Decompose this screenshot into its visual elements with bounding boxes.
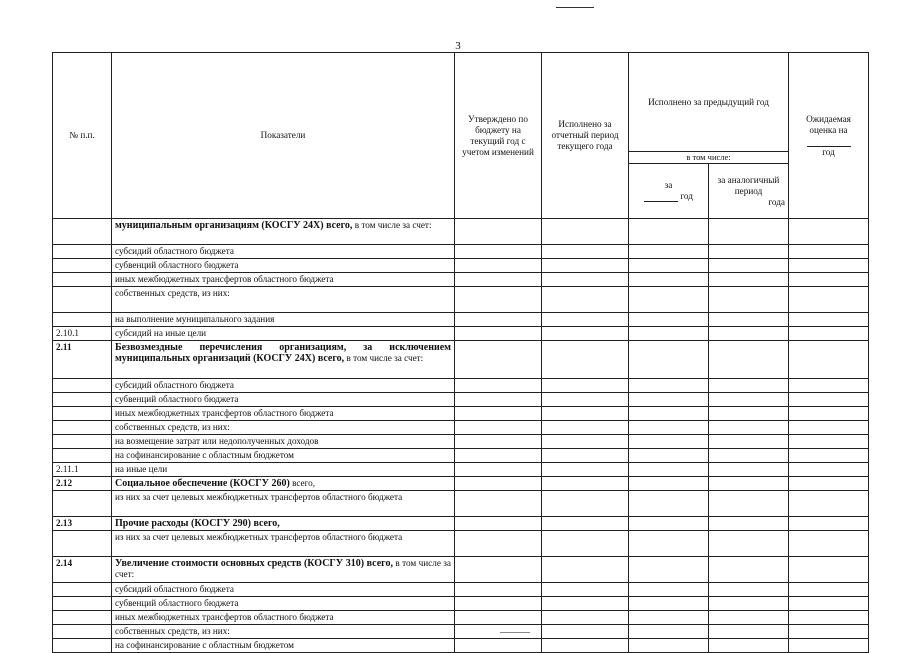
row-indicator [112, 393, 455, 407]
value-cell[interactable] [542, 597, 629, 611]
table-row [53, 557, 869, 583]
value-cell[interactable] [789, 449, 869, 463]
row-indicator-text: иных межбюджетных трансфертов областного бюджета [115, 612, 334, 622]
value-cell[interactable] [629, 625, 709, 639]
value-cell[interactable] [709, 379, 789, 393]
row-indicator-bold: Безвозмездные перечисления организациям, за исключением муниципальных организаций (КОСГУ 24Х) всего, [115, 342, 451, 364]
value-cell[interactable] [455, 611, 542, 625]
row-indicator-text: субсидий областного бюджета [115, 380, 234, 390]
table-row [53, 273, 869, 287]
row-indicator-text: иных межбюджетных трансфертов областного бюджета [115, 408, 334, 418]
value-cell[interactable] [455, 393, 542, 407]
value-cell[interactable] [709, 435, 789, 449]
value-cell[interactable] [542, 611, 629, 625]
row-number [53, 435, 112, 449]
header-for-year [629, 164, 709, 219]
table-row [53, 379, 869, 393]
value-cell[interactable] [709, 611, 789, 625]
value-cell[interactable] [455, 287, 542, 313]
value-cell[interactable] [709, 583, 789, 597]
value-cell[interactable] [542, 407, 629, 421]
table-row [53, 531, 869, 557]
value-cell[interactable] [542, 463, 629, 477]
value-cell[interactable] [629, 313, 709, 327]
row-indicator-text: в том числе за счет: [344, 353, 424, 363]
table-row [53, 421, 869, 435]
value-cell[interactable] [542, 393, 629, 407]
value-cell[interactable] [542, 327, 629, 341]
value-cell[interactable] [789, 477, 869, 491]
expected-year-blank [807, 136, 851, 147]
header-similar [709, 164, 789, 219]
value-cell[interactable] [629, 491, 709, 517]
row-indicator [112, 583, 455, 597]
row-number [53, 421, 112, 435]
value-cell[interactable] [789, 491, 869, 517]
value-cell[interactable] [629, 259, 709, 273]
value-cell[interactable] [709, 639, 789, 653]
value-cell[interactable] [542, 517, 629, 531]
row-indicator-text: на софинансирование с областным бюджетом [115, 450, 294, 460]
row-number [53, 219, 112, 245]
row-number: 2.11.1 [53, 463, 112, 477]
value-cell[interactable] [542, 287, 629, 313]
value-cell[interactable] [709, 531, 789, 557]
value-cell[interactable] [709, 491, 789, 517]
row-indicator [112, 341, 455, 379]
table-row [53, 327, 869, 341]
table-row [53, 407, 869, 421]
value-cell[interactable] [455, 463, 542, 477]
row-indicator-text: собственных средств, из них: [115, 288, 230, 298]
value-cell[interactable] [789, 273, 869, 287]
value-cell[interactable] [629, 517, 709, 531]
value-cell[interactable] [789, 393, 869, 407]
value-cell[interactable] [455, 583, 542, 597]
table-row [53, 313, 869, 327]
value-cell[interactable] [542, 379, 629, 393]
row-indicator [112, 557, 455, 583]
row-number [53, 259, 112, 273]
row-indicator-text: субсидий областного бюджета [115, 246, 234, 256]
row-indicator [112, 531, 455, 557]
value-cell[interactable] [542, 491, 629, 517]
report-table [52, 52, 869, 653]
header-expected [789, 53, 869, 219]
value-cell[interactable] [629, 477, 709, 491]
row-number [53, 611, 112, 625]
value-cell[interactable] [455, 313, 542, 327]
value-cell[interactable] [542, 341, 629, 379]
value-cell[interactable] [629, 557, 709, 583]
value-cell[interactable] [629, 611, 709, 625]
row-number [53, 625, 112, 639]
value-cell[interactable] [629, 463, 709, 477]
value-cell[interactable] [629, 421, 709, 435]
value-cell[interactable] [455, 341, 542, 379]
row-indicator [112, 327, 455, 341]
value-cell[interactable] [789, 531, 869, 557]
value-cell[interactable] [789, 421, 869, 435]
value-cell[interactable] [629, 341, 709, 379]
row-number [53, 393, 112, 407]
value-cell[interactable] [542, 421, 629, 435]
header-for-label: за [664, 180, 673, 190]
table-body [53, 219, 869, 653]
value-cell[interactable] [455, 477, 542, 491]
row-indicator-text: субсидий областного бюджета [115, 584, 234, 594]
value-cell[interactable] [455, 327, 542, 341]
value-cell[interactable] [629, 597, 709, 611]
row-number: 2.12 [53, 477, 112, 491]
value-cell[interactable] [629, 393, 709, 407]
value-cell[interactable] [789, 341, 869, 379]
value-cell[interactable] [789, 611, 869, 625]
row-number [53, 597, 112, 611]
value-cell[interactable] [629, 273, 709, 287]
row-number: 2.14 [53, 557, 112, 583]
value-cell[interactable] [709, 517, 789, 531]
value-cell[interactable] [789, 379, 869, 393]
value-cell[interactable] [542, 625, 629, 639]
value-cell[interactable] [455, 639, 542, 653]
row-indicator [112, 449, 455, 463]
row-indicator [112, 313, 455, 327]
value-cell[interactable] [789, 287, 869, 313]
value-cell[interactable] [789, 259, 869, 273]
value-cell[interactable] [542, 449, 629, 463]
header-similar-year: года [768, 196, 786, 207]
value-cell[interactable] [542, 313, 629, 327]
table-row [53, 245, 869, 259]
value-cell[interactable] [542, 531, 629, 557]
value-cell[interactable] [455, 491, 542, 517]
table-row [53, 435, 869, 449]
row-indicator-text: на софинансирование с областным бюджетом [115, 640, 294, 650]
row-number [53, 287, 112, 313]
row-number: 2.13 [53, 517, 112, 531]
value-cell[interactable] [789, 245, 869, 259]
header-similar-label: за аналогичный период [717, 174, 780, 196]
row-indicator-text: из них за счет целевых межбюджетных трансфертов областного бюджета [115, 532, 403, 542]
value-cell[interactable] [789, 625, 869, 639]
value-cell[interactable] [542, 259, 629, 273]
value-cell[interactable] [709, 273, 789, 287]
row-indicator-text: субвенций областного бюджета [115, 260, 239, 270]
value-cell[interactable] [709, 259, 789, 273]
row-indicator-text: в том числе за счет: [352, 220, 432, 230]
row-indicator [112, 435, 455, 449]
value-cell[interactable] [455, 557, 542, 583]
value-cell[interactable] [789, 583, 869, 597]
table-row [53, 219, 869, 245]
table-row [53, 625, 869, 639]
value-cell[interactable] [455, 245, 542, 259]
row-indicator [112, 611, 455, 625]
header-no: № п.п. [53, 53, 112, 219]
value-cell[interactable] [629, 583, 709, 597]
top-rule [556, 7, 594, 8]
value-cell[interactable] [789, 219, 869, 245]
value-cell[interactable] [542, 557, 629, 583]
value-cell[interactable] [709, 393, 789, 407]
row-indicator [112, 259, 455, 273]
value-cell[interactable] [629, 435, 709, 449]
value-cell[interactable] [455, 449, 542, 463]
table-row [53, 583, 869, 597]
row-number [53, 273, 112, 287]
row-indicator-text: на иные цели [115, 464, 168, 474]
bottom-mark [500, 632, 530, 633]
row-indicator-text: в том числе за счет: [115, 558, 451, 579]
row-indicator-bold: муниципальным организациям (КОСГУ 24Х) всего, [115, 220, 353, 231]
value-cell[interactable] [789, 435, 869, 449]
row-indicator-bold: Увеличение стоимости основных средств (КОСГУ 310) всего, [115, 558, 393, 569]
value-cell[interactable] [455, 435, 542, 449]
row-indicator-bold: Прочие расходы (КОСГУ 290) всего, [115, 518, 280, 529]
row-indicator-text: собственных средств, из них: [115, 626, 230, 636]
row-indicator [112, 517, 455, 531]
row-indicator-text: субсидий на иные цели [115, 328, 207, 338]
value-cell[interactable] [709, 245, 789, 259]
value-cell[interactable] [455, 379, 542, 393]
value-cell[interactable] [629, 407, 709, 421]
row-number [53, 313, 112, 327]
value-cell[interactable] [789, 407, 869, 421]
row-indicator-text: всего, [289, 478, 316, 488]
row-indicator-text: на возмещение затрат или недополученных доходов [115, 436, 319, 446]
value-cell[interactable] [789, 517, 869, 531]
value-cell[interactable] [709, 449, 789, 463]
value-cell[interactable] [629, 327, 709, 341]
table-row [53, 639, 869, 653]
value-cell[interactable] [709, 407, 789, 421]
value-cell[interactable] [629, 219, 709, 245]
table-row [53, 517, 869, 531]
value-cell[interactable] [455, 219, 542, 245]
table-row [53, 597, 869, 611]
value-cell[interactable] [709, 287, 789, 313]
value-cell[interactable] [455, 597, 542, 611]
row-indicator [112, 287, 455, 313]
value-cell[interactable] [789, 327, 869, 341]
row-number [53, 449, 112, 463]
row-indicator [112, 421, 455, 435]
table-row [53, 259, 869, 273]
page-number: 3 [455, 40, 461, 52]
header-exec-current: Исполнено за отчетный период текущего года [542, 53, 629, 219]
row-indicator [112, 379, 455, 393]
value-cell[interactable] [629, 449, 709, 463]
for-year-blank [644, 191, 678, 202]
row-number: 2.11 [53, 341, 112, 379]
row-indicator [112, 625, 455, 639]
value-cell[interactable] [709, 625, 789, 639]
value-cell[interactable] [709, 327, 789, 341]
value-cell[interactable] [789, 313, 869, 327]
value-cell[interactable] [542, 273, 629, 287]
row-number [53, 379, 112, 393]
row-indicator [112, 463, 455, 477]
row-indicator-text: собственных средств, из них: [115, 422, 230, 432]
value-cell[interactable] [542, 435, 629, 449]
header-exec-prev: Исполнено за предыдущий год [629, 53, 789, 152]
header-approved: Утверждено по бюджету на текущий год с учетом изменений [455, 53, 542, 219]
row-indicator [112, 477, 455, 491]
row-indicator [112, 407, 455, 421]
value-cell[interactable] [542, 583, 629, 597]
value-cell[interactable] [455, 273, 542, 287]
value-cell[interactable] [629, 639, 709, 653]
header-for-year-label: год [680, 191, 693, 201]
row-number: 2.10.1 [53, 327, 112, 341]
value-cell[interactable] [709, 341, 789, 379]
row-indicator-bold: Социальное обеспечение (КОСГУ 260) [115, 478, 290, 489]
row-indicator-text: на выполнение муниципального задания [115, 314, 275, 324]
table-row [53, 491, 869, 517]
row-indicator [112, 245, 455, 259]
row-indicator-text: субвенций областного бюджета [115, 598, 239, 608]
value-cell[interactable] [455, 407, 542, 421]
table-row [53, 477, 869, 491]
value-cell[interactable] [455, 421, 542, 435]
row-number [53, 407, 112, 421]
value-cell[interactable] [789, 639, 869, 653]
value-cell[interactable] [709, 421, 789, 435]
table-row [53, 611, 869, 625]
value-cell[interactable] [789, 463, 869, 477]
value-cell[interactable] [709, 463, 789, 477]
row-number [53, 245, 112, 259]
value-cell[interactable] [789, 557, 869, 583]
value-cell[interactable] [709, 219, 789, 245]
value-cell[interactable] [455, 517, 542, 531]
table-row [53, 463, 869, 477]
table-row [53, 393, 869, 407]
value-cell[interactable] [542, 477, 629, 491]
header-expected-label: Ожидаемая оценка на [806, 113, 851, 135]
value-cell[interactable] [629, 245, 709, 259]
value-cell[interactable] [709, 313, 789, 327]
row-indicator [112, 273, 455, 287]
table-row [53, 449, 869, 463]
value-cell[interactable] [709, 557, 789, 583]
header-expected-year: год [822, 146, 835, 157]
value-cell[interactable] [709, 477, 789, 491]
value-cell[interactable] [709, 597, 789, 611]
row-number [53, 491, 112, 517]
row-number [53, 639, 112, 653]
value-cell[interactable] [455, 259, 542, 273]
table-row [53, 287, 869, 313]
value-cell[interactable] [542, 219, 629, 245]
row-indicator-text: субвенций областного бюджета [115, 394, 239, 404]
row-number [53, 531, 112, 557]
row-indicator [112, 219, 455, 245]
table-row [53, 341, 869, 379]
row-indicator-text: из них за счет целевых межбюджетных трансфертов областного бюджета [115, 492, 403, 502]
value-cell[interactable] [629, 379, 709, 393]
value-cell[interactable] [629, 531, 709, 557]
value-cell[interactable] [455, 531, 542, 557]
header-indicator: Показатели [112, 53, 455, 219]
row-indicator [112, 597, 455, 611]
row-number [53, 583, 112, 597]
header-incl: в том числе: [629, 152, 789, 164]
value-cell[interactable] [542, 639, 629, 653]
value-cell[interactable] [629, 287, 709, 313]
row-indicator [112, 491, 455, 517]
value-cell[interactable] [542, 245, 629, 259]
value-cell[interactable] [789, 597, 869, 611]
row-indicator [112, 639, 455, 653]
row-indicator-text: иных межбюджетных трансфертов областного бюджета [115, 274, 334, 284]
